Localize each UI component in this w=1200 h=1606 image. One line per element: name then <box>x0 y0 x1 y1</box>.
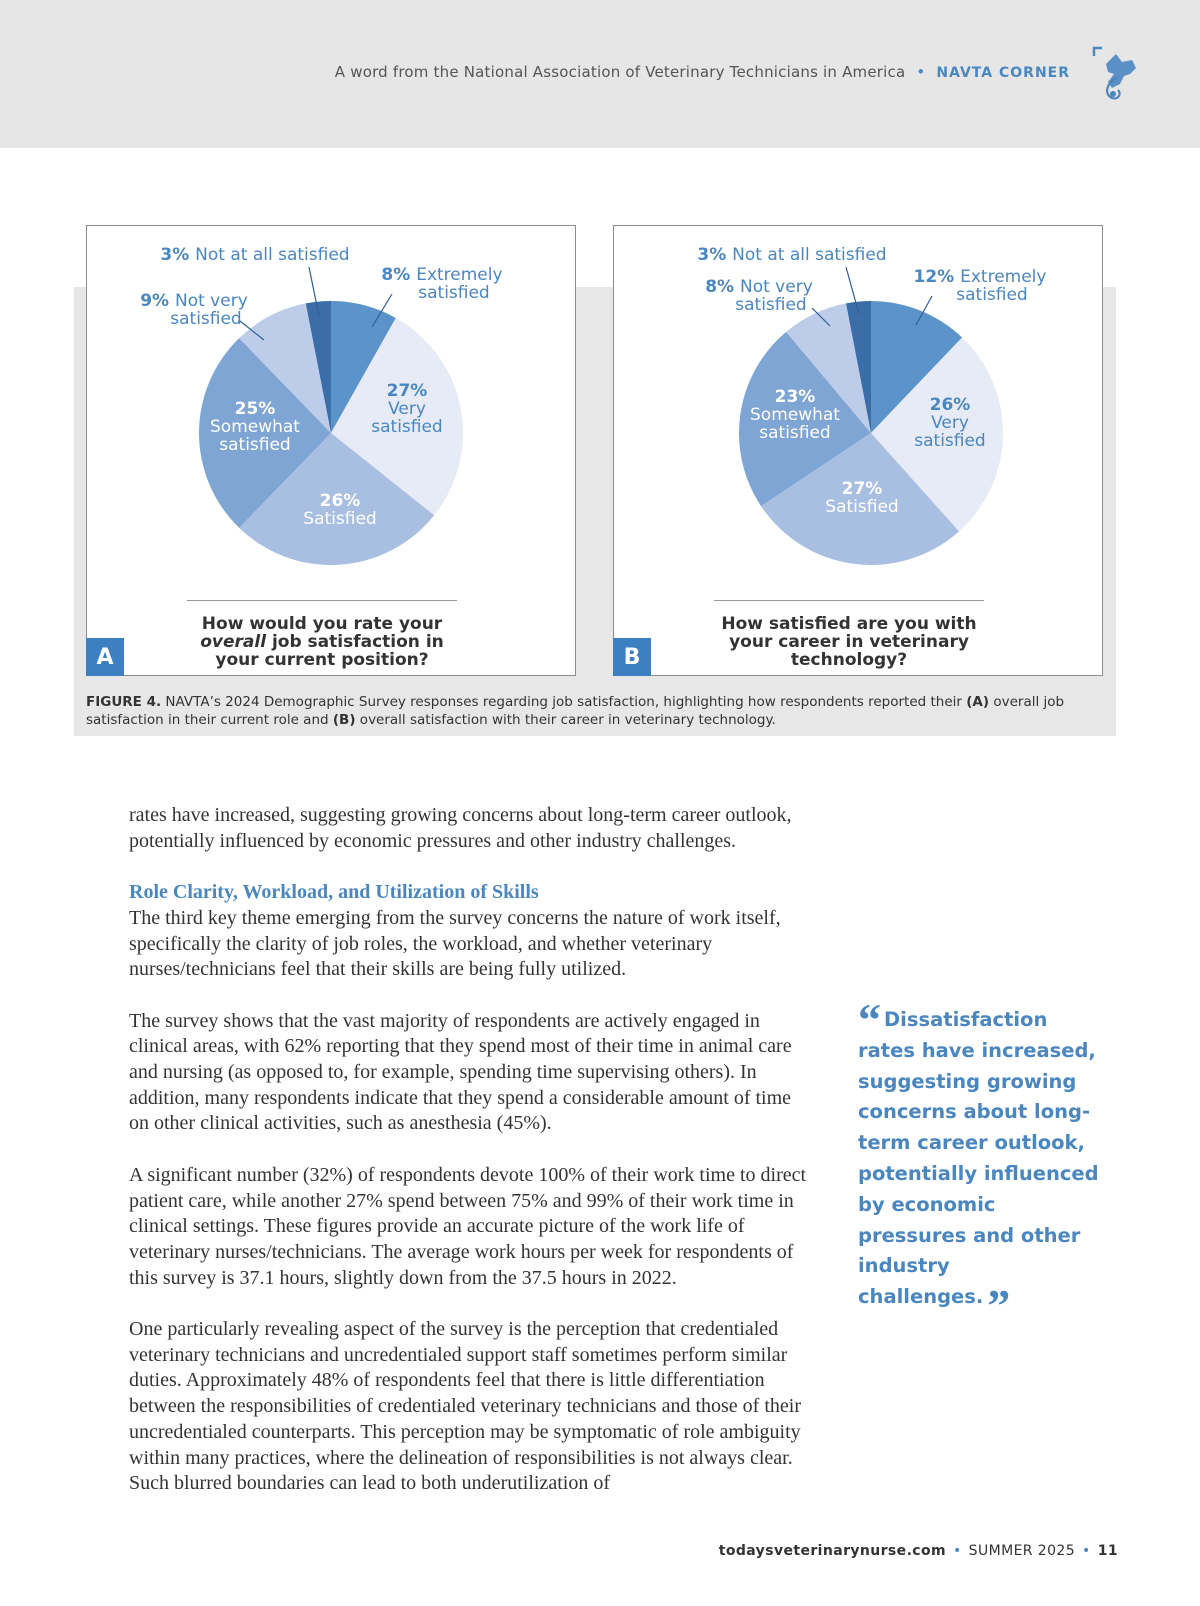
question-b-line3: technology? <box>790 650 908 670</box>
pull-quote <box>858 994 1108 1332</box>
caption-label: FIGURE 4. <box>86 694 162 710</box>
panel-label-b: B <box>613 638 651 676</box>
footer-site: todaysveterinarynurse.com <box>718 1543 946 1559</box>
figure-caption <box>86 693 1096 729</box>
paragraph-continued: rates have increased, suggesting growing concerns about long-term career outlook, potentially influenced by economic pressures and other industry challenges. <box>129 804 792 852</box>
footer-issue: SUMMER 2025 <box>968 1543 1076 1559</box>
section-heading: Role Clarity, Workload, and Utilization of Skills <box>129 881 539 904</box>
question-b-line1: How satisfied are you with <box>721 614 977 634</box>
header-section: NAVTA CORNER <box>936 65 1070 81</box>
figure-panel-b <box>613 225 1103 676</box>
panel-label-a: A <box>86 638 124 676</box>
caption-text-1: NAVTA’s 2024 Demographic Survey responses regarding job satisfaction, highlighting how respondents reported their <box>161 694 967 710</box>
slice-label-not-very: 8% Not very satisfied <box>705 277 813 315</box>
question-a-line2: job satisfaction in <box>266 632 444 652</box>
caption-text-3: overall satisfaction with their career in veterinary technology. <box>355 712 776 728</box>
question-a-line1: How would you rate your <box>201 614 443 634</box>
question-a <box>187 600 457 669</box>
question-b-line2: your career in veterinary <box>729 632 969 652</box>
slice-label-very: 27% Very satisfied <box>371 381 443 437</box>
question-a-line3: your current position? <box>215 650 429 670</box>
caption-a: (A) <box>966 694 990 710</box>
paragraph: One particularly revealing aspect of the survey is the perception that credentialed veterinary technicians and uncredentialed support staff sometimes perform similar duties. Approximately 48% of respondents feel that there is little differentiation between the responsibilities of credentialed veterinary technicians and those of their uncredentialed counterparts. This perception may be symptomatic of role ambiguity within many practices, where the delineation of responsibilities is not always clear. Such blurred boundaries can lead to both underutilization of <box>129 1318 801 1495</box>
slice-label-satisfied: 27% Satisfied <box>825 479 899 517</box>
article-body <box>129 803 809 1523</box>
paragraph: A significant number (32%) of respondents devote 100% of their work time to direct patient care, while another 27% spend between 75% and 99% of their work time in clinical settings. These figures provide an accurate picture of the work life of veterinary nurses/technicians. The average work hours per week for respondents of this survey is 37.1 hours, slightly down from the 37.5 hours in 2022. <box>129 1163 807 1289</box>
running-header <box>335 63 1070 81</box>
header-separator: • <box>916 63 926 81</box>
pull-quote-text: Dissatisfaction rates have increased, suggesting growing concerns about long-term career outlook, potentially influenced by economic pressures and other industry challenges. <box>858 1008 1099 1309</box>
figure-panel-a <box>86 225 576 676</box>
paragraph: The survey shows that the vast majority of respondents are actively engaged in clinical areas, with 62% reporting that they spend most of their time in animal care and nursing (as opposed to, for example, spending time supervising others). In addition, many respondents indicate that they spend a considerable amount of time on other clinical activities, such as anesthesia (45%). <box>129 1009 792 1135</box>
slice-label-somewhat: 23% Somewhat satisfied <box>750 387 840 443</box>
question-b <box>714 600 984 669</box>
slice-label-satisfied: 26% Satisfied <box>303 491 377 529</box>
close-quote-icon: ” <box>987 1280 1011 1332</box>
slice-label-not-at-all: 3% Not at all satisfied <box>160 245 350 265</box>
footer-separator: • <box>1082 1543 1091 1559</box>
question-a-emphasis: overall <box>200 632 267 652</box>
header-tagline: A word from the National Association of Veterinary Technicians in America <box>334 63 906 81</box>
caption-text-2: overall job satisfaction in their current role and <box>86 694 1065 728</box>
page-footer <box>719 1543 1118 1559</box>
caption-b: (B) <box>332 712 356 728</box>
open-quote-icon: “ <box>858 994 881 1045</box>
slice-label-extremely: 12% Extremely satisfied <box>913 267 1047 305</box>
page-number: 11 <box>1097 1543 1118 1559</box>
slice-label-very: 26% Very satisfied <box>914 395 986 451</box>
slice-label-extremely: 8% Extremely satisfied <box>381 265 503 303</box>
navta-logo-icon <box>1092 44 1140 104</box>
slice-label-not-at-all: 3% Not at all satisfied <box>697 245 887 265</box>
paragraph: The third key theme emerging from the survey concerns the nature of work itself, specifically the clarity of job roles, the workload, and whether veterinary nurses/technicians feel that their skills are being fully utilized. <box>129 906 781 981</box>
slice-label-somewhat: 25% Somewhat satisfied <box>210 399 300 455</box>
slice-label-not-very: 9% Not very satisfied <box>140 291 248 329</box>
footer-separator: • <box>953 1543 962 1559</box>
